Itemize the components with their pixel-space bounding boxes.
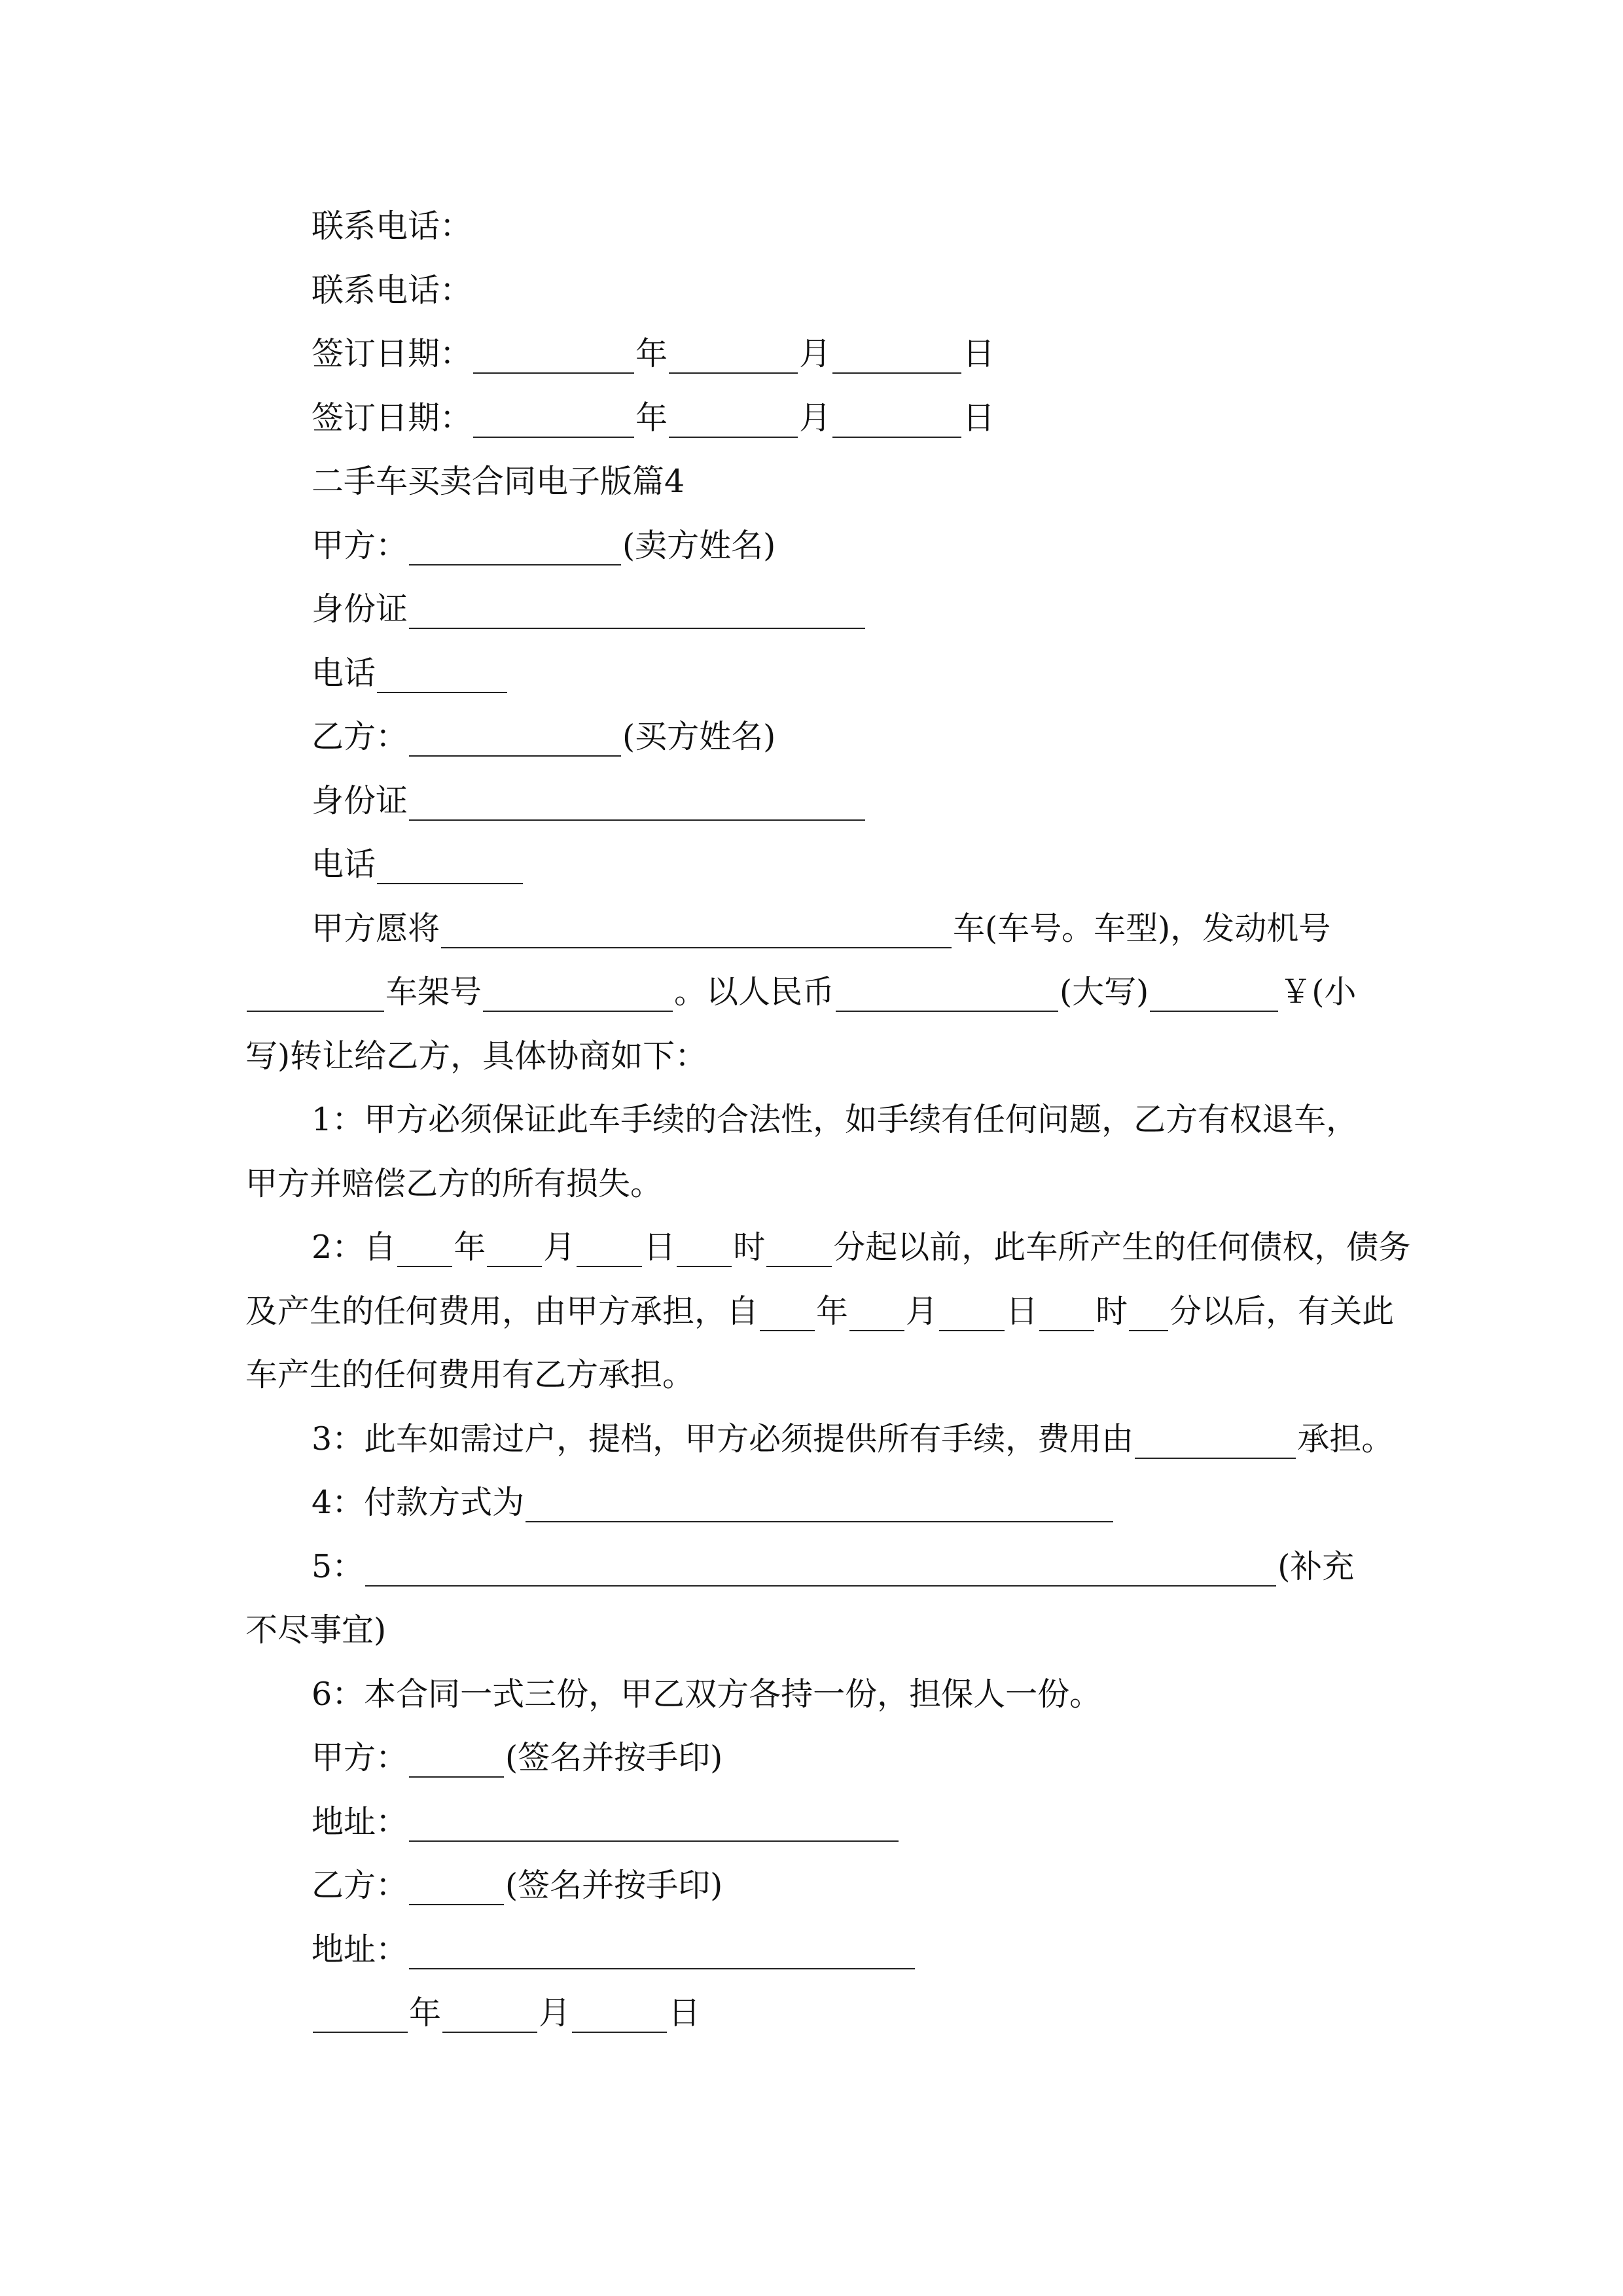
label: 甲方： [312,526,408,564]
party-b-signature [0,1854,1623,1918]
blank[interactable] [409,780,865,821]
label: 月 [539,1994,571,2032]
party-a-address [0,1790,1623,1854]
text: 时 [1096,1292,1128,1330]
blank[interactable] [365,1546,1276,1587]
text: 日 [1006,1292,1039,1330]
party-b-id [0,769,1623,833]
clause-3 [0,1407,1623,1471]
label: 日 [963,399,995,437]
text: 分起以前，此车所产生的任何债权，债务 [833,1229,1411,1266]
blank[interactable] [377,844,523,884]
text: 2：自 [312,1229,397,1266]
blank[interactable] [473,333,634,374]
party-a-signature [0,1726,1623,1790]
clause-5 [0,1535,1623,1599]
blank[interactable] [397,1227,452,1267]
text: 年 [816,1292,849,1330]
blank[interactable] [526,1482,1113,1522]
intro-line-1 [0,897,1623,961]
party-a-phone [0,641,1623,706]
label: 电话 [312,654,376,692]
text: 月 [906,1292,938,1330]
text: 。以人民币 [674,973,835,1011]
label: 乙方： [312,718,408,755]
contract-page [0,194,1623,2045]
text: 年 [454,1229,486,1266]
heading: 二手车买卖合同电子版篇4 [312,463,685,500]
label: 地址： [312,1803,408,1840]
label: 地址： [312,1930,408,1968]
intro-line-2 [0,960,1623,1024]
blank[interactable] [836,971,1058,1012]
blank[interactable] [313,1992,408,2033]
text: 车产生的任何费用有乙方承担。 [245,1356,695,1393]
blank[interactable] [832,333,961,374]
clause-6 [0,1662,1623,1727]
blank[interactable] [760,1291,815,1331]
blank[interactable] [832,397,961,438]
text: 甲方愿将 [312,909,440,947]
sign-date-2 [0,386,1623,450]
text: ￥(小 [1279,973,1357,1011]
blank[interactable] [1039,1291,1094,1331]
blank[interactable] [1129,1291,1168,1331]
party-a-id [0,577,1623,641]
blank[interactable] [677,1227,732,1267]
text: 4：付款方式为 [312,1484,525,1521]
blank[interactable] [409,1865,504,1905]
blank[interactable] [377,653,507,693]
label: 身份证 [312,590,408,628]
clause-1 [0,1088,1623,1152]
label: (签名并按手印) [505,1867,723,1904]
label: 日 [668,1994,701,2032]
text: 月 [543,1229,576,1266]
label: (买方姓名) [622,718,776,755]
text: 5： [312,1547,365,1585]
blank[interactable] [409,1801,899,1842]
label: (卖方姓名) [622,526,776,564]
section-title [0,450,1623,514]
text: 3：此车如需过户，提档，甲方必须提供所有手续，费用由 [312,1420,1134,1458]
label: 电话 [312,846,376,883]
label: 签订日期： [312,335,473,372]
intro-line-3 [0,1024,1623,1088]
blank[interactable] [409,716,621,757]
text: 不尽事宜) [245,1611,387,1649]
party-a [0,514,1623,578]
party-b-phone [0,833,1623,897]
blank[interactable] [572,1992,667,2033]
final-date [0,1981,1623,2045]
label: 年 [635,399,668,437]
text: 分以后，有关此 [1169,1292,1395,1330]
blank[interactable] [1135,1418,1296,1459]
label: 日 [963,335,995,372]
blank[interactable] [766,1227,832,1267]
label: 联系电话： [312,207,473,245]
label: 月 [799,335,832,372]
blank[interactable] [577,1227,642,1267]
blank[interactable] [849,1291,904,1331]
label: 身份证 [312,781,408,819]
blank[interactable] [669,397,798,438]
label: 甲方： [312,1739,408,1776]
clause-4 [0,1471,1623,1535]
contact-phone-1 [0,194,1623,259]
label: 联系电话： [312,271,473,309]
blank[interactable] [441,908,952,948]
label: 月 [799,399,832,437]
blank[interactable] [939,1291,1005,1331]
party-b [0,705,1623,769]
label: 签订日期： [312,399,473,437]
blank[interactable] [409,525,621,565]
blank[interactable] [1150,971,1278,1012]
text: (大写) [1060,973,1149,1011]
text: (补充 [1277,1547,1355,1585]
blank[interactable] [247,971,384,1012]
text: 日 [643,1229,676,1266]
text: 车架号 [385,973,482,1011]
blank[interactable] [483,971,673,1012]
text: 车(车号。车型)，发动机号 [953,909,1331,947]
label: 年 [635,335,668,372]
text: 1：甲方必须保证此车手续的合法性，如手续有任何问题，乙方有权退车， [312,1101,1359,1138]
clause-5-cont [0,1598,1623,1662]
text: 6：本合同一式三份，甲乙双方各持一份，担保人一份。 [312,1675,1102,1713]
label: 乙方： [312,1867,408,1904]
blank[interactable] [442,1992,537,2033]
blank[interactable] [669,333,798,374]
party-b-address [0,1918,1623,1982]
label: (签名并按手印) [505,1739,723,1776]
text: 写)转让给乙方，具体协商如下： [245,1037,707,1075]
text: 承担。 [1297,1420,1394,1458]
clause-2-cont [0,1280,1623,1344]
blank[interactable] [409,1929,915,1969]
text: 甲方并赔偿乙方的所有损失。 [245,1164,663,1202]
blank[interactable] [409,1737,504,1778]
clause-2 [0,1215,1623,1280]
sign-date-1 [0,322,1623,386]
text: 及产生的任何费用，由甲方承担，自 [245,1292,759,1330]
clause-1-cont [0,1152,1623,1216]
text: 时 [733,1229,766,1266]
clause-2-cont-2 [0,1343,1623,1407]
contact-phone-2 [0,259,1623,323]
blank[interactable] [473,397,634,438]
label: 年 [409,1994,442,2032]
blank[interactable] [409,588,865,629]
blank[interactable] [487,1227,542,1267]
